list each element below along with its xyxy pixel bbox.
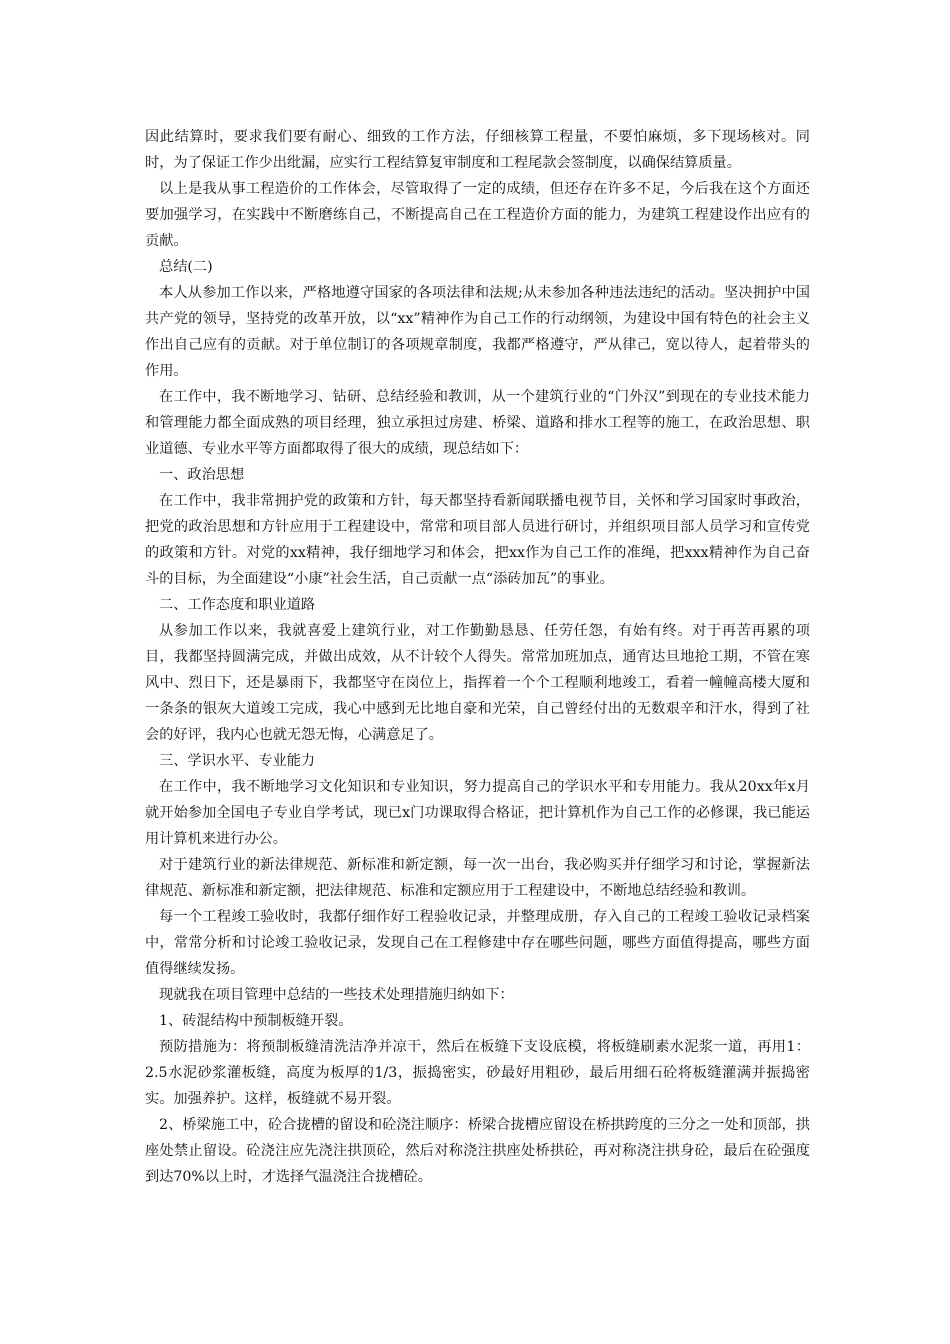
paragraph-cost-experience: 以上是我从事工程造价的工作体会，尽管取得了一定的成绩，但还存在许多不足，今后我在这个方面还要加强学习，在实践中不断磨练自己，不断提高自己在工程造价方面的能力，为建筑工程建设作出应有的贡献。: [145, 181, 810, 249]
paragraph-work-growth: 在工作中，我不断地学习、钻研、总结经验和教训，从一个建筑行业的“门外汉”到现在的专业技术能力和管理能力都全面成熟的项目经理，独立承担过房建、桥梁、道路和排水工程等的施工，在政治思想、职业道德、专业水平等方面都取得了很大的成绩，现总结如下：: [145, 389, 810, 457]
paragraph-political-thought: 在工作中，我非常拥护党的政策和方针，每天都坚持看新闻联播电视节目，关怀和学习国家时事政治，把党的政治思想和方针应用于工程建设中，常常和项目部人员进行研讨，并组织项目部人员学习和宣传党的政策和方针。对党的xx精神，我仔细地学习和体会，把xx作为自己工作的准绳，把xxx精神作为自己奋斗的目标，为全面建设“小康”社会生活，自己贡献一点“添砖加瓦”的事业。: [145, 493, 810, 587]
paragraph-study: 在工作中，我不断地学习文化知识和专业知识，努力提高自己的学识水平和专用能力。我从20xx年x月就开始参加全国电子专业自学考试，现已x门功课取得合格证，把计算机作为自己工作的必修课，我已能运用计算机来进行办公。: [145, 779, 810, 847]
paragraph-measure-1-prevention: 预防措施为：将预制板缝清洗洁净并凉干，然后在板缝下支设底模，将板缝刷素水泥浆一道，再用1：2.5水泥砂浆灌板缝，高度为板厚的1/3，振捣密实，砂最好用粗砂，最后用细石砼将板缝灌满并振捣密实。加强养护。这样，板缝就不易开裂。: [145, 1039, 810, 1107]
paragraph-acceptance-records: 每一个工程竣工验收时，我都仔细作好工程验收记录，并整理成册，存入自己的工程竣工验收记录档案中，常常分析和讨论竣工验收记录，发现自己在工程修建中存在哪些问题，哪些方面值得提高，哪些方面值得继续发扬。: [145, 909, 810, 977]
paragraph-measure-2-bridge: 2、桥梁施工中，砼合拢槽的留设和砼浇注顺序：桥梁合拢槽应留设在桥拱跨度的三分之一处和顶部，拱座处禁止留设。砼浇注应先浇注拱顶砼，然后对称浇注拱座处桥拱砼，再对称浇注拱身砼，最后在砼强度到达70%以上时，才选择气温浇注合拢槽砼。: [145, 1117, 810, 1185]
paragraph-work-attitude: 从参加工作以来，我就喜爱上建筑行业，对工作勤勤恳恳、任劳任怨，有始有终。对于再苦再累的项目，我都坚持圆满完成，并做出成效，从不计较个人得失。常常加班加点，通宵达旦地抢工期，不管在寒风中、烈日下，还是暴雨下，我都坚守在岗位上，指挥着一个个工程顺利地竣工，看着一幢幢高楼大厦和一条条的银灰大道竣工完成，我心中感到无比地自豪和光荣，自己曾经付出的无数艰辛和汗水，得到了社会的好评，我内心也就无怨无悔，心满意足了。: [145, 623, 810, 743]
paragraph-settlement-quality: 因此结算时，要求我们要有耐心、细致的工作方法，仔细核算工程量，不要怕麻烦，多下现场核对。同时，为了保证工作少出纰漏，应实行工程结算复审制度和工程尾款会签制度，以确保结算质量。: [145, 129, 810, 171]
paragraph-technical-measures-intro: 现就我在项目管理中总结的一些技术处理措施归纳如下：: [159, 987, 514, 1003]
heading-measure-1: 1、砖混结构中预制板缝开裂。: [159, 1013, 353, 1029]
section-heading-summary-two: 总结(二): [159, 259, 213, 275]
paragraph-law-compliance: 本人从参加工作以来，严格地遵守国家的各项法律和法规;从未参加各种违法违纪的活动。坚决拥护中国共产党的领导，坚持党的改革开放，以“xx”精神作为自己工作的行动纲领，为建设中国有特色的社会主义作出自己应有的贡献。对于单位制订的各项规章制度，我都严格遵守，严从律己，宽以待人，起着带头的作用。: [145, 285, 810, 379]
paragraph-new-standards: 对于建筑行业的新法律规范、新标准和新定额，每一次一出台，我必购买并仔细学习和讨论，掌握新法律规范、新标准和新定额，把法律规范、标准和定额应用于工程建设中，不断地总结经验和教训。: [145, 857, 810, 899]
heading-knowledge-ability: 三、学识水平、专业能力: [159, 753, 316, 769]
heading-work-attitude: 二、工作态度和职业道路: [159, 597, 316, 613]
document-page: [145, 124, 810, 1190]
heading-political-thought: 一、政治思想: [159, 467, 245, 483]
